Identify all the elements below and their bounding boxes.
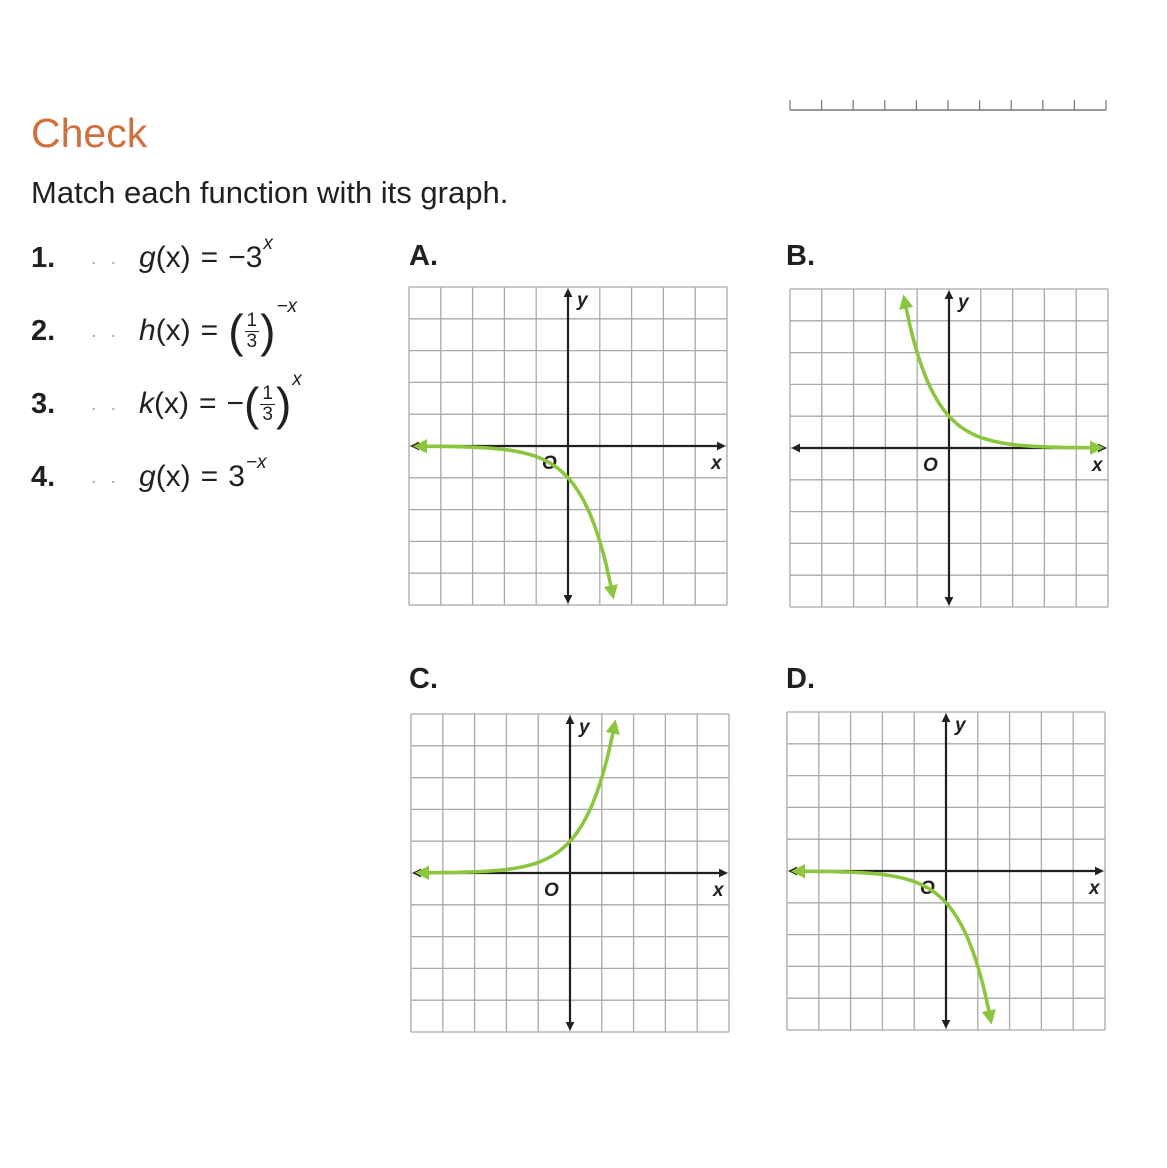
x-axis-label: x [711,453,722,474]
problem-number: 1. [31,241,56,274]
y-axis-label: y [579,717,590,738]
graph-c [411,714,729,1032]
exponent: x [292,369,302,390]
graph-label-c: C. [409,663,438,695]
function-argument: (x) [154,387,189,420]
function-argument: (x) [155,314,191,347]
problem-4 [31,452,267,502]
ruler-decoration [788,92,1108,112]
answer-blank[interactable]: .. [91,319,131,342]
x-axis-label: x [1089,878,1100,899]
fraction [245,311,260,352]
ruler-ticks [790,100,1106,110]
problem-number: 4. [31,460,56,493]
x-axis-label: x [713,880,724,901]
equals-sign: = [200,241,219,274]
y-axis-label: y [577,290,588,311]
instruction-text: Match each function with its graph. [31,175,509,210]
function-expression [139,296,298,357]
fraction-denominator: 3 [262,403,273,425]
answer-blank[interactable]: .. [91,392,131,415]
answer-blank[interactable]: .. [91,465,131,488]
function-curve [419,446,613,594]
graph-b [790,289,1108,607]
section-title: Check [31,110,148,156]
negative-sign: − [226,387,245,420]
exponent: −x [276,296,298,317]
problem-3 [31,369,302,430]
fraction-numerator: 1 [246,309,258,331]
fraction-denominator: 3 [246,330,258,352]
function-name: k [139,387,154,420]
function-expression [139,369,302,430]
fraction-numerator: 1 [262,382,273,404]
function-curve [421,725,615,873]
base-value: −3 [228,241,263,274]
function-expression [139,233,273,275]
origin-label: O [920,878,935,899]
graph-label-a: A. [409,240,438,272]
x-axis-label: x [1092,455,1103,476]
right-paren: ) [260,305,276,357]
graph-d [787,712,1105,1030]
problem-2 [31,296,298,357]
function-argument: (x) [155,460,191,493]
problem-1 [31,233,273,283]
fraction [260,384,275,425]
right-paren: ) [275,378,292,430]
equals-sign: = [200,314,219,347]
graph-label-b: B. [786,240,815,272]
function-name: g [139,241,156,274]
graph-label-d: D. [786,663,815,695]
function-curve [797,871,991,1019]
function-name: g [139,460,156,493]
equals-sign: = [198,387,217,420]
y-axis-label: y [955,715,966,736]
origin-label: O [544,880,559,901]
y-axis-label: y [958,292,969,313]
problem-number: 2. [31,314,56,347]
function-name: h [139,314,156,347]
exponent: x [263,233,273,254]
origin-label: O [542,453,557,474]
function-expression [139,452,267,494]
answer-blank[interactable]: .. [91,246,131,269]
graph-a [409,287,727,605]
problem-number: 3. [31,387,56,420]
origin-label: O [923,455,938,476]
base-value: 3 [228,460,245,493]
function-argument: (x) [155,241,191,274]
left-paren: ( [244,378,260,430]
left-paren: ( [228,305,244,357]
exponent: −x [245,452,267,473]
equals-sign: = [200,460,219,493]
function-curve [905,300,1099,448]
